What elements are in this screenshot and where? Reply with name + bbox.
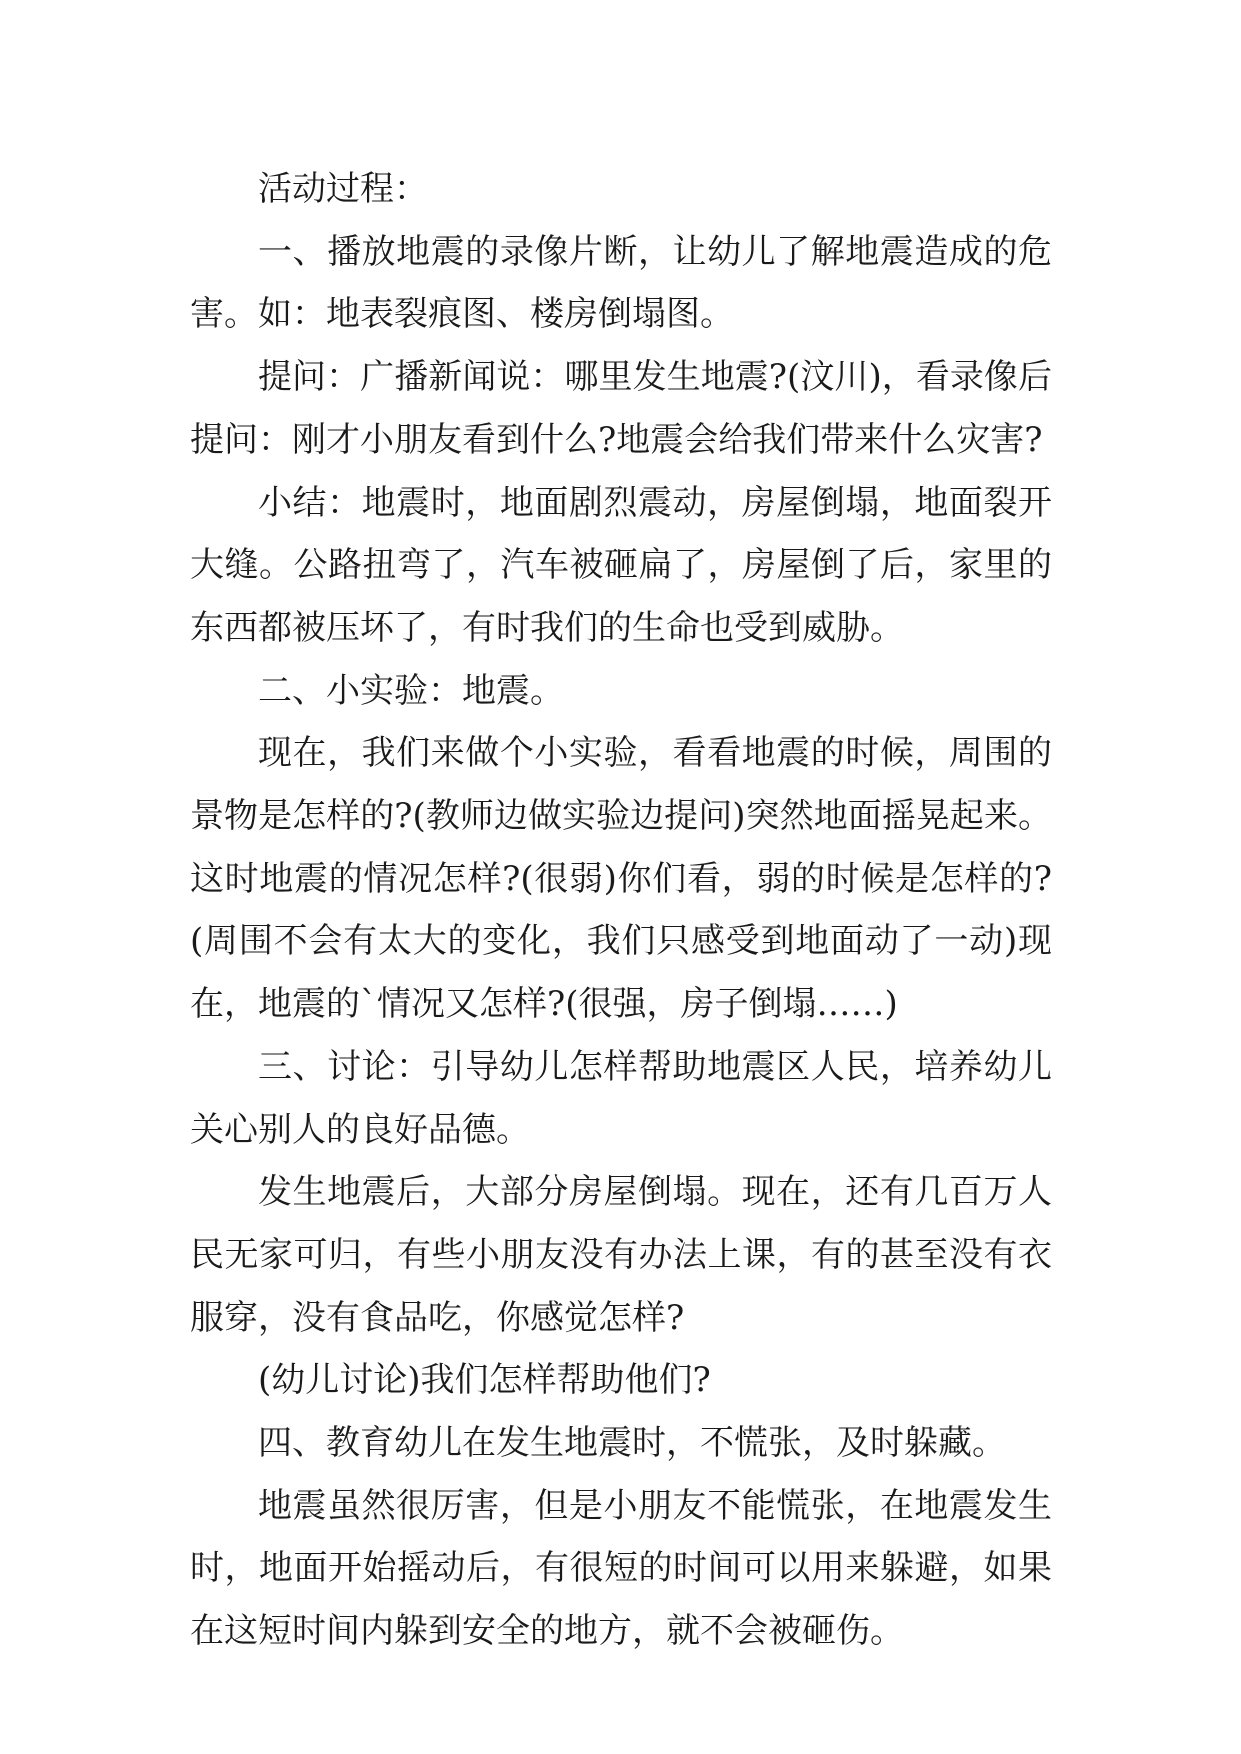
document-page <box>190 158 1052 1663</box>
paragraph-activity-process-heading: 活动过程： <box>258 169 428 209</box>
paragraph-step-three: 三、讨论：引导幼儿怎样帮助地震区人民，培养幼儿关心别人的良好品德。 <box>190 1046 1052 1150</box>
paragraph-after-earthquake: 发生地震后，大部分房屋倒塌。现在，还有几百万人民无家可归，有些小朋友没有办法上课，有的甚至没有衣服穿，没有食品吃，你感觉怎样? <box>190 1172 1052 1338</box>
paragraph-summary: 小结：地震时，地面剧烈震动，房屋倒塌，地面裂开大缝。公路扭弯了，汽车被砸扁了，房屋倒了后，家里的东西都被压坏了，有时我们的生命也受到威胁。 <box>190 482 1052 648</box>
paragraph-question: 提问：广播新闻说：哪里发生地震?(汶川)，看录像后提问：刚才小朋友看到什么?地震会给我们带来什么灾害? <box>190 357 1052 460</box>
paragraph-step-one: 一、播放地震的录像片断，让幼儿了解地震造成的危害。如：地表裂痕图、楼房倒塌图。 <box>190 231 1052 335</box>
paragraph-hiding-advice: 地震虽然很厉害，但是小朋友不能慌张，在地震发生时，地面开始摇动后，有很短的时间可以用来躲避，如果在这短时间内躲到安全的地方，就不会被砸伤。 <box>190 1485 1052 1652</box>
paragraph-step-four: 四、教育幼儿在发生地震时，不慌张，及时躲藏。 <box>258 1423 1006 1464</box>
paragraph-children-discussion: (幼儿讨论)我们怎样帮助他们? <box>258 1360 711 1401</box>
paragraph-step-two: 二、小实验：地震。 <box>258 670 564 711</box>
paragraph-experiment: 现在，我们来做个小实验，看看地震的时候，周围的景物是怎样的?(教师边做实验边提问)突然地面摇晃起来。这时地震的情况怎样?(很弱)你们看，弱的时候是怎样的?(周围不会有太大的变化，我们只感受到地面动了一动)现在，地震的`情况又怎样?(很强，房子倒塌……) <box>190 733 1052 1025</box>
